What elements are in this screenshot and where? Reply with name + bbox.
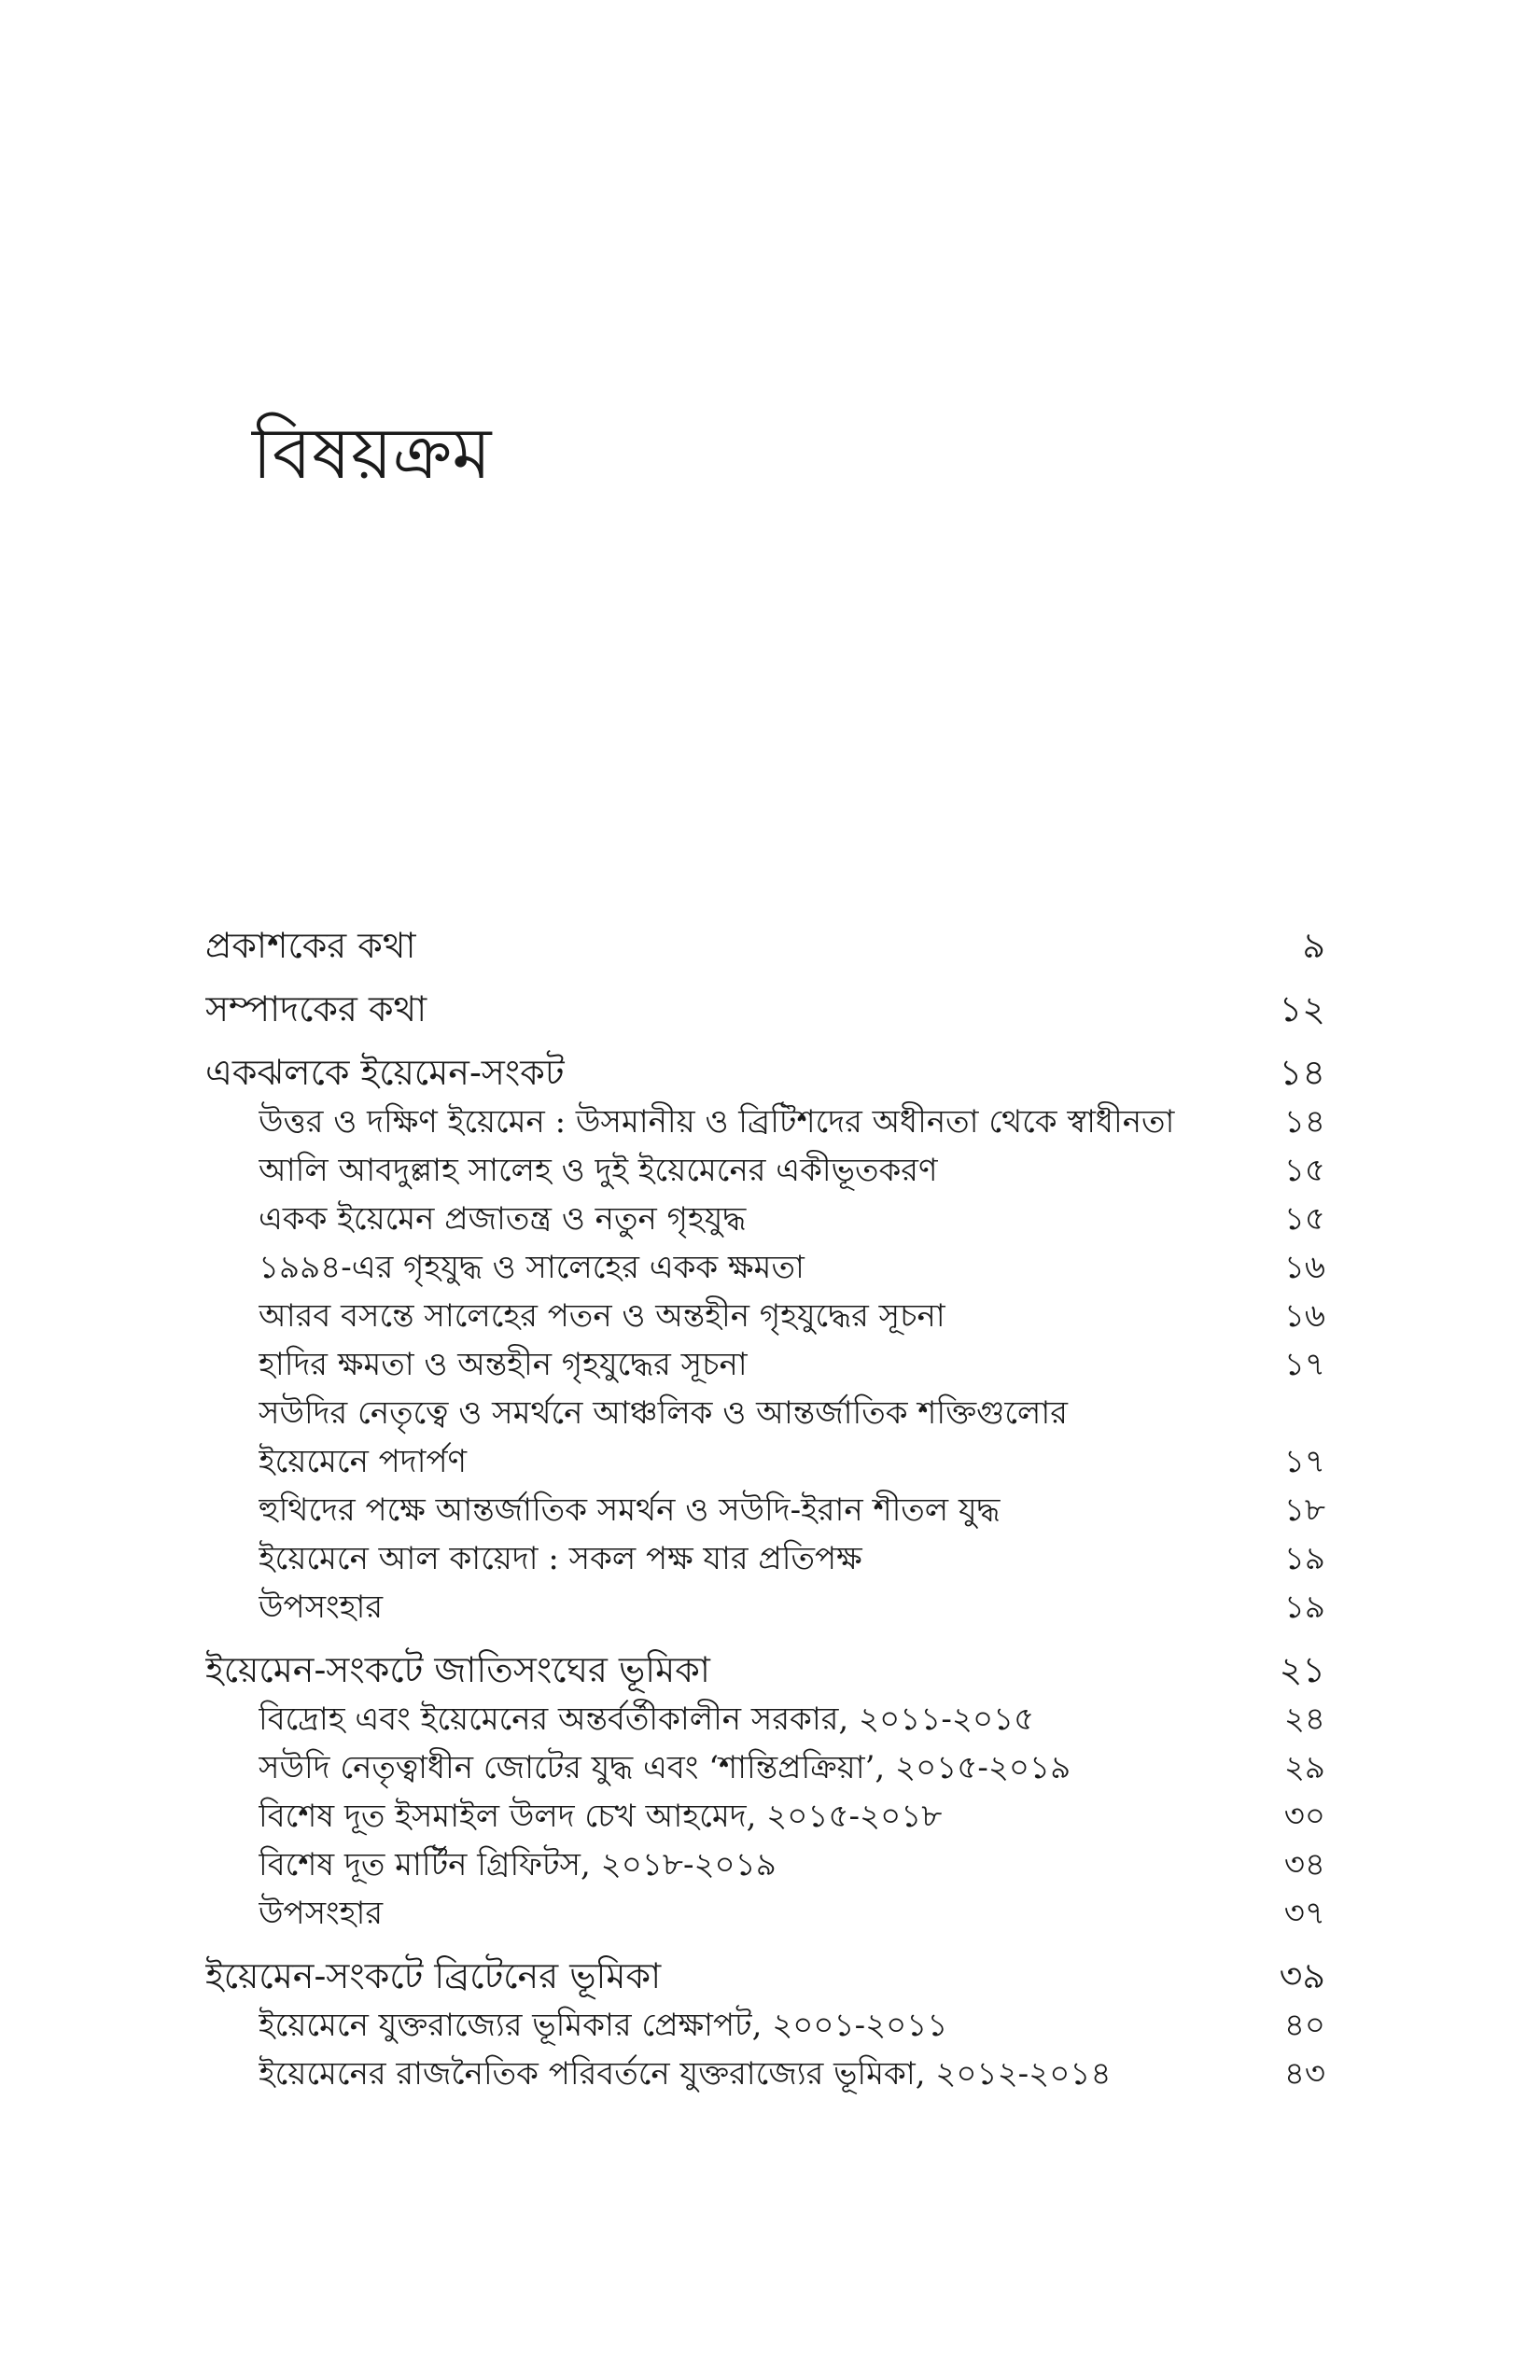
toc-entry-title: ইয়েমেন-সংকটে জাতিসংঘের ভূমিকা (205, 1649, 710, 1690)
toc-entry-page: ৪০ (1283, 2007, 1325, 2044)
toc-entry-title: বিশেষ দূত মার্টিন গ্রিফিটস, ২০১৮-২০১৯ (259, 1846, 777, 1883)
toc-entry-title: উপসংহার (259, 1895, 384, 1932)
toc-entry-title: ইয়েমেনে যুক্তরাজ্যের ভূমিকার প্রেক্ষাপট, ২০০১-২০১১ (259, 2007, 948, 2044)
toc-entry-title: প্রকাশকের কথা (205, 925, 416, 966)
toc-entry-publisher-note[interactable] (205, 920, 1325, 971)
toc-entry-page: ১৯ (1283, 1589, 1325, 1626)
toc-entry-page: ৩৭ (1283, 1895, 1325, 1932)
toc-subentry[interactable] (205, 1792, 1325, 1841)
toc-entry-page: ২৪ (1283, 1701, 1325, 1738)
toc-chapter-heading[interactable] (205, 1047, 1325, 1098)
toc-entry-title: একক ইয়েমেন প্রজাতন্ত্র ও নতুন গৃহযুদ্ধ (259, 1200, 747, 1238)
toc-chapter-heading[interactable] (205, 1645, 1325, 1695)
toc-subentry[interactable] (205, 1340, 1325, 1389)
toc-subentry[interactable] (205, 1146, 1325, 1195)
toc-entry-page: ৯ (1302, 925, 1325, 966)
toc-entry-page: ৩৯ (1279, 1955, 1325, 1996)
toc-subentry[interactable] (205, 1534, 1325, 1583)
toc-entry-title-line1: সউদির নেতৃত্বে ও সমর্থনে আঞ্চলিক ও আন্তর্জাতিক শক্তিগুলোর (259, 1394, 1068, 1432)
table-of-contents (205, 920, 1325, 2098)
toc-chapter-2 (205, 1645, 1325, 1938)
toc-entry-page: ১২ (1279, 988, 1325, 1029)
toc-chapter-heading[interactable] (205, 1951, 1325, 2001)
toc-subentry[interactable] (205, 2050, 1325, 2098)
toc-entry-page: ১৬ (1283, 1249, 1325, 1286)
toc-subentry[interactable] (205, 1841, 1325, 1889)
toc-entry-title: ইয়েমেন-সংকটে ব্রিটেনের ভূমিকা (205, 1955, 662, 1996)
toc-subentry[interactable] (205, 1292, 1325, 1340)
toc-entry-title: সম্পাদকের কথা (205, 988, 427, 1029)
toc-chapter-1 (205, 1047, 1325, 1631)
toc-subentry[interactable] (205, 1695, 1325, 1743)
toc-entry-page: ২১ (1279, 1649, 1325, 1690)
toc-entry-title: হুথিদের পক্ষে আন্তর্জাতিক সমর্থন ও সউদি-ইরান শীতল যুদ্ধ (259, 1491, 1001, 1529)
toc-chapter-3 (205, 1951, 1325, 2098)
toc-entry-page: ১৬ (1283, 1297, 1325, 1335)
toc-subentry[interactable] (205, 1743, 1325, 1792)
toc-subentry[interactable] (205, 1437, 1325, 1486)
toc-entry-title: ইয়েমেনের রাজনৈতিক পরিবর্তনে যুক্তরাজ্যের ভূমিকা, ২০১২-২০১৪ (259, 2055, 1112, 2093)
toc-subentry[interactable] (205, 1195, 1325, 1243)
toc-entry-title: আলি আবদুল্লাহ সালেহ ও দুই ইয়েমেনের একীভূতকরণ (259, 1152, 938, 1189)
toc-entry-page: ৪৩ (1283, 2055, 1325, 2093)
toc-entry-page: ১৪ (1283, 1103, 1325, 1141)
toc-subentry[interactable] (205, 1243, 1325, 1292)
toc-entry-title: ১৯৯৪-এর গৃহযুদ্ধ ও সালেহের একক ক্ষমতা (259, 1249, 805, 1286)
toc-entry-title: উপসংহার (259, 1589, 384, 1626)
toc-front-matter (205, 984, 1325, 1034)
toc-entry-page: ১৯ (1283, 1540, 1325, 1577)
toc-entry-page: ৩৪ (1283, 1846, 1325, 1883)
toc-entry-title-line2: ইয়েমেনে পদার্পণ (259, 1443, 468, 1480)
toc-entry-title: হাদির ক্ষমতা ও অন্তহীন গৃহযুদ্ধের সূচনা (259, 1346, 748, 1383)
toc-entry-page: ২৯ (1283, 1749, 1325, 1786)
toc-front-matter (205, 920, 1325, 971)
page-title: বিষয়ক্রম (252, 412, 492, 495)
toc-entry-page: ১৭ (1283, 1443, 1325, 1480)
toc-entry-page: ৩০ (1283, 1798, 1325, 1835)
toc-subentry[interactable] (205, 2001, 1325, 2050)
toc-entry-title: আরব বসন্তে সালেহের পতন ও অন্তহীন গৃহযুদ্ধের সূচনা (259, 1297, 945, 1335)
toc-entry-title: বিশেষ দূত ইসমাইল উলদ চেখ আহমেদ, ২০১৫-২০১৮ (259, 1798, 943, 1835)
toc-subentry[interactable] (205, 1583, 1325, 1631)
toc-subentry[interactable] (205, 1486, 1325, 1534)
toc-entry-page: ১৭ (1283, 1346, 1325, 1383)
toc-entry-title: ইয়েমেনে আল কায়েদা : সকল পক্ষ যার প্রতিপক্ষ (259, 1540, 862, 1577)
toc-entry-page: ১৪ (1279, 1052, 1325, 1093)
toc-entry-editor-note[interactable] (205, 984, 1325, 1034)
toc-subentry-wrapped-line[interactable] (205, 1389, 1325, 1437)
toc-subentry[interactable] (205, 1098, 1325, 1146)
toc-entry-title: সউদি নেতৃত্বাধীন জোটের যুদ্ধ এবং ‘শান্তিপ্রক্রিয়া’, ২০১৫-২০১৯ (259, 1749, 1071, 1786)
toc-entry-page: ১৮ (1283, 1491, 1325, 1529)
toc-entry-title: একঝলকে ইয়েমেন-সংকট (205, 1052, 565, 1093)
toc-entry-title: উত্তর ও দক্ষিণ ইয়েমেন : উসমানীয় ও ব্রিটিশদের অধীনতা থেকে স্বাধীনতা (259, 1103, 1175, 1141)
toc-subentry[interactable] (205, 1889, 1325, 1938)
toc-entry-title: বিদ্রোহ এবং ইয়েমেনের অন্তর্বর্তীকালীন সরকার, ২০১১-২০১৫ (259, 1701, 1035, 1738)
toc-entry-page: ১৫ (1283, 1200, 1325, 1238)
toc-entry-page: ১৫ (1283, 1152, 1325, 1189)
